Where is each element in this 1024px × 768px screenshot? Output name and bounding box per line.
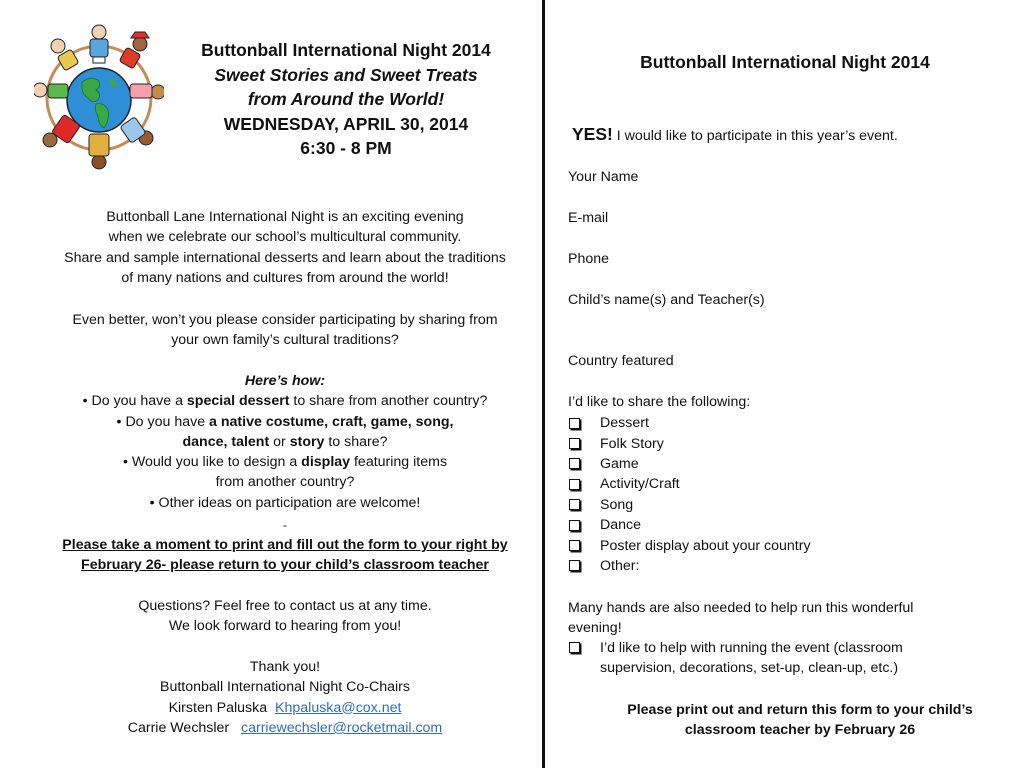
checkbox-icon[interactable]	[569, 458, 580, 469]
option-dessert[interactable]: Dessert	[568, 413, 811, 433]
checkbox-icon[interactable]	[569, 560, 580, 571]
checkbox-icon[interactable]	[569, 499, 580, 510]
bullet-other-ideas: • Other ideas on participation are welcome!	[149, 494, 421, 511]
email-link-carrie[interactable]: carriewechsler@rocketmail.com	[241, 719, 443, 736]
event-subtitle-line1: Sweet Stories and Sweet Treats	[214, 64, 478, 85]
call-to-action	[30, 535, 540, 576]
call-to-action-line: Please take a moment to print and fill out the form to your right by	[62, 537, 508, 553]
share-prompt: I’d like to share the following:	[568, 394, 751, 410]
checkbox-icon[interactable]	[569, 418, 580, 429]
field-phone[interactable]: Phone	[568, 251, 610, 267]
intro-line: when we celebrate our school’s multicultural community.	[108, 229, 462, 246]
field-your-name[interactable]: Your Name	[568, 169, 639, 185]
signoff	[30, 657, 540, 738]
field-country[interactable]: Country featured	[568, 353, 674, 369]
event-header	[168, 38, 524, 161]
bullet-costume: • Do you have a native costume, craft, game, song,	[116, 413, 454, 430]
intro-line: of many nations and cultures from around the world!	[121, 269, 449, 286]
checkbox-icon[interactable]	[569, 540, 580, 551]
how-heading: Here’s how:	[244, 373, 326, 389]
bullet-display: • Would you like to design a display featuring items	[122, 454, 448, 471]
checkbox-icon[interactable]	[569, 520, 580, 531]
invite-paragraph	[30, 310, 540, 351]
volunteer-prompt: Many hands are also needed to help run this wonderful evening!	[568, 600, 914, 637]
return-instructions: Please print out and return this form to your child’s classroom teacher by February 26	[627, 702, 973, 739]
field-child-teacher[interactable]: Child’s name(s) and Teacher(s)	[568, 292, 765, 308]
event-subtitle-line2: from Around the World!	[247, 89, 445, 109]
contact-name: Kirsten Paluska	[168, 699, 268, 716]
option-dance[interactable]: Dance	[568, 515, 811, 535]
signup-form	[546, 0, 1024, 768]
separator-dash: -	[283, 518, 287, 532]
questions-paragraph	[30, 596, 540, 637]
contact-kirsten	[30, 698, 540, 718]
option-poster-display[interactable]: Poster display about your country	[568, 535, 811, 555]
option-other[interactable]: Other:	[568, 556, 811, 576]
checkbox-icon[interactable]	[569, 438, 580, 449]
checkbox-icon[interactable]	[569, 479, 580, 490]
intro-paragraph	[30, 207, 540, 288]
field-email[interactable]: E-mail	[568, 210, 609, 226]
contact-name: Carrie Wechsler	[127, 719, 230, 736]
participation-confirmation	[572, 124, 898, 145]
email-link-kirsten[interactable]: Khpaluska@cox.net	[275, 699, 402, 716]
event-title: Buttonball International Night 2014	[201, 40, 491, 60]
option-game[interactable]: Game	[568, 454, 811, 474]
co-chairs-label: Buttonball International Night Co-Chairs	[160, 679, 410, 696]
intro-line: Buttonball Lane International Night is an exciting evening	[106, 209, 464, 225]
event-date: WEDNESDAY, APRIL 30, 2014	[223, 113, 469, 134]
checkbox-icon[interactable]	[569, 642, 580, 653]
yes-text: I would like to participate in this year’s event.	[612, 128, 898, 144]
bullet-dessert: • Do you have a special dessert to share from another country?	[82, 393, 488, 410]
yes-label: YES!	[572, 124, 613, 144]
bullet-display-cont: from another country?	[215, 474, 355, 491]
form-title: Buttonball International Night 2014	[640, 52, 930, 72]
invite-line: Even better, won’t you please consider participating by sharing from	[72, 312, 498, 328]
contact-carrie	[30, 718, 540, 738]
how-to-participate	[30, 371, 540, 513]
questions-line: Questions? Feel free to contact us at any time.	[138, 598, 432, 614]
event-time: 6:30 - 8 PM	[300, 138, 392, 158]
invite-line: your own family’s cultural traditions?	[171, 332, 399, 349]
option-activity-craft[interactable]: Activity/Craft	[568, 474, 811, 494]
option-song[interactable]: Song	[568, 495, 811, 515]
bullet-costume-cont: dance, talent or story to share?	[182, 433, 388, 450]
share-options-list	[568, 413, 811, 576]
page-divider	[542, 0, 545, 768]
intro-line: Share and sample international desserts and learn about the traditions	[64, 249, 506, 266]
option-volunteer[interactable]: I’d like to help with running the event (classroom supervision, decorations, set-up, clean-up, etc.)	[568, 638, 903, 679]
globe-with-children-holding-hands-icon	[34, 20, 164, 170]
call-to-action-line: February 26- please return to your child’s classroom teacher	[81, 557, 489, 574]
questions-line: We look forward to hearing from you!	[168, 618, 402, 635]
thanks-text: Thank you!	[249, 659, 321, 675]
option-folk-story[interactable]: Folk Story	[568, 433, 811, 453]
